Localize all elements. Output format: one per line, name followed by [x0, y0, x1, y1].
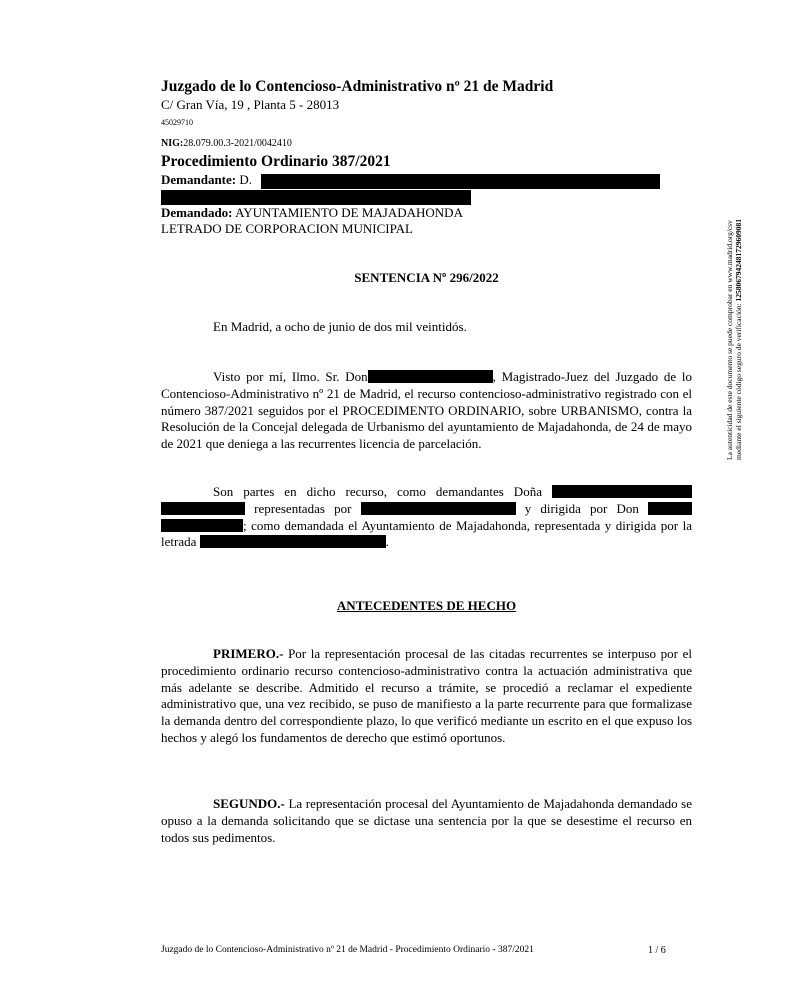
place-date-text: En Madrid, a ocho de junio de dos mil veintidós.	[213, 319, 467, 334]
partes-text-3: y dirigida por Don	[524, 500, 639, 516]
redaction-bar	[161, 519, 243, 532]
redaction-bar	[161, 190, 471, 205]
redaction-bar	[648, 502, 692, 515]
court-code: 45029710	[161, 118, 193, 127]
court-title: Juzgado de lo Contencioso-Administrativo nº 21 de Madrid	[161, 78, 554, 95]
verification-line-1: La autenticidad de este documento se puede comprobar en www.madrid.org/csv	[725, 220, 734, 460]
partes-text-1: Son partes en dicho recurso, como demandantes Doña	[213, 484, 542, 499]
segundo-label: SEGUNDO.-	[213, 796, 285, 811]
verification-line-2	[734, 219, 743, 460]
partes-text-2: representadas por	[254, 500, 352, 516]
redaction-bar	[361, 502, 516, 515]
plaintiff-value: D.	[239, 172, 252, 187]
visto-text-2: , Magistrado-Juez del Juzgado de lo Contencioso-Administrativo nº 21 de Madrid, el recurso contencioso-administrativo registrado con el número 387/2021 seguidos por el PROCEDIMENTO ORDINARIO, sobre URBANISMO, contra la Resolución de la Concejal delegada de Urbanismo del ayuntamiento de Majadahonda, de 24 de mayo de 2021 que deniega a las recurrentes licencia de parcelación.	[161, 369, 692, 452]
verification-prefix: mediante el siguiente código seguro de verificación:	[734, 303, 743, 460]
plaintiff-label: Demandante:	[161, 172, 237, 187]
redaction-bar	[161, 502, 245, 515]
visto-text-1: Visto por mí, Ilmo. Sr. Don	[213, 369, 368, 384]
plaintiff-line	[161, 172, 252, 188]
defendant-value: AYUNTAMIENTO DE MAJADAHONDA	[235, 205, 463, 220]
nig-line	[161, 138, 292, 149]
page-footer: Juzgado de lo Contencioso-Administrativo nº 21 de Madrid - Procedimiento Ordinario - 387/2021	[161, 945, 534, 955]
partes-text-5: .	[385, 534, 389, 550]
procedure-title: Procedimiento Ordinario 387/2021	[161, 153, 391, 170]
partes-text-4: ; como demandada el Ayuntamiento de Majadahonda, representada y dirigida por la letrada	[161, 517, 692, 550]
place-date	[161, 319, 692, 336]
redaction-bar	[200, 535, 386, 548]
segundo-paragraph	[161, 796, 692, 846]
redaction-bar	[552, 485, 692, 498]
visto-paragraph	[161, 369, 692, 453]
defendant-line	[161, 205, 463, 221]
redaction-bar	[261, 174, 660, 189]
nig-value: 28.079.00.3-2021/0042410	[183, 138, 292, 149]
verification-note	[725, 219, 743, 460]
defendant-label: Demandado:	[161, 205, 233, 220]
antecedentes-heading: ANTECEDENTES DE HECHO	[336, 598, 517, 613]
defendant-counsel: LETRADO DE CORPORACION MUNICIPAL	[161, 221, 413, 236]
segundo-text: La representación procesal del Ayuntamiento de Majadahonda demandado se opuso a la demanda solicitando que se dictase una sentencia por la que se desestime el recurso en todos sus pedimentos.	[161, 796, 692, 845]
verification-code: 1258067942481729609081	[734, 219, 743, 302]
nig-label: NIG:	[161, 138, 184, 149]
primero-label: PRIMERO.-	[213, 646, 284, 661]
partes-paragraph	[161, 484, 692, 551]
redaction-bar	[368, 370, 493, 383]
sentence-title: SENTENCIA Nº 296/2022	[354, 270, 499, 285]
court-address: C/ Gran Vía, 19 , Planta 5 - 28013	[161, 97, 340, 112]
primero-paragraph	[161, 646, 692, 747]
page-number: 1 / 6	[648, 945, 666, 956]
primero-text: Por la representación procesal de las citadas recurrentes se interpuso por el procedimiento ordinario recurso contencioso-administrativo contra la actuación administrativa que más adelante se describe. Admitido el recurso a trámite, se procedió a reclamar el expediente administrativo que, una vez recibido, se puso de manifiesto a la parte recurrente para que formalizase la demanda dentro del correspondiente plazo, lo que verificó mediante un escrito en el que expuso los hechos y alegó los fundamentos de derecho que estimó oportunos.	[161, 646, 693, 745]
